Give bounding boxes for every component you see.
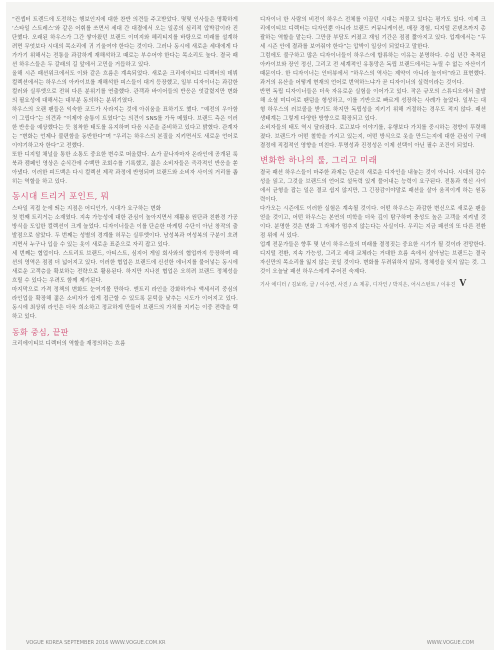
left-column xyxy=(12,16,238,349)
body-paragraph: 업계 전문가들은 향후 몇 년이 하우스들의 미래를 결정짓는 중요한 시기가 될 것이라 전망한다. 디지털 전환, 지속 가능성, 그리고 세대 교체라는 거대한 흐름 속에서 살아남는 브랜드는 결국 자신만의 목소리를 잃지 않는 곳일 것이다. 변화를 두려워하지 않되, 정체성을 잊지 않는 것. 그것이 오늘날 패션 하우스에게 주어진 숙제다. xyxy=(260,242,486,275)
body-paragraph: 하우스의 오랜 팬들은 익숙한 코드가 사라지는 것에 아쉬움을 표하기도 했다. “예전의 우아함이 그립다”는 의견과 “이제야 숨통이 트였다”는 의견이 SNS를 가득 메웠다. 브랜드 측은 이러한 반응을 예상했다는 듯 침착한 태도를 유지하며 다음 시즌을 준비하고 있다고 밝혔다. 관계자는 “변화는 언제나 불편함을 동반한다”며 “우리는 하우스의 본질을 지키면서도 새로운 언어로 이야기하고자 한다”고 전했다. xyxy=(12,107,238,149)
body-paragraph: 그럼에도 불구하고 많은 디자이너들이 하우스에 합류하는 이유는 분명하다. 수십 년간 축적된 아카이브와 장인 정신, 그리고 전 세계적인 유통망은 독립 브랜드에서는 누릴 수 없는 자산이기 때문이다. 한 디자이너는 인터뷰에서 “하우스의 역사는 제약이 아니라 놀이터”라고 표현했다. 과거의 유산을 어떻게 현재의 언어로 번역하느냐가 곧 디자이너의 실력이라는 것이다. xyxy=(260,53,486,86)
footer-right-text: WWW.VOGUE.COM xyxy=(426,640,474,646)
credits-text: 기사 에디터 / 김보라, 글 / 이수연, 사진 / 쇼 제공, 디자인 / 박지은, 어시스턴트 / 이유진 xyxy=(260,282,456,288)
section-heading: 동시대 트리거 포인트, 뭐 xyxy=(12,192,110,202)
body-paragraph: 또한 디지털 채널을 통한 소통도 중요한 변수로 떠올랐다. 쇼가 끝나자마자 온라인에 공개된 룩북과 캠페인 영상은 순식간에 수백만 조회수를 기록했고, 젊은 소비자들은 즉각적인 반응을 쏟아냈다. 이러한 피드백은 다시 컬렉션 제작 과정에 반영되며 브랜드와 소비자 사이의 거리를 좁히는 역할을 하고 있다. xyxy=(12,152,238,185)
body-paragraph: 반면 독립 디자이너들은 더욱 자유로운 실험을 이어가고 있다. 작은 규모의 스튜디오에서 출발해 소셜 미디어로 팬덤을 형성하고, 이를 기반으로 빠르게 성장하는 사례가 늘었다. 일부는 대형 하우스의 러브콜을 받기도 하지만 독립성을 지키기 위해 거절하는 경우도 적지 않다. 패션 생태계는 그렇게 다양한 방향으로 확장되고 있다. xyxy=(260,89,486,122)
right-column xyxy=(260,16,486,289)
page-footer xyxy=(26,640,474,646)
body-paragraph: 올해 시즌 패션위크에서도 이와 같은 흐름은 계속되었다. 새로운 크리에이티브 디렉터의 데뷔 컬렉션에서는 하우스의 아카이브를 재해석한 피스들이 대거 등장했고, 일부 디자이너는 과감한 컬러와 실루엣으로 전혀 다른 분위기를 연출했다. 관객과 바이어들의 반응은 엇갈렸지만 변화의 필요성에 대해서는 대부분 동의하는 분위기였다. xyxy=(12,71,238,104)
body-paragraph: 디자이너 한 사람의 비전이 하우스 전체를 이끌던 시대는 저물고 있다는 평가도 있다. 이제 크리에이티브 디렉터는 디자인뿐 아니라 브랜드 커뮤니케이션, 매장 경험, 디지털 콘텐츠까지 총괄하는 역할을 맡는다. 그만큼 부담도 커졌고 재임 기간은 점점 짧아지고 있다. 업계에서는 “두세 시즌 안에 결과를 보여줘야 한다”는 압박이 일상이 되었다고 말한다. xyxy=(260,17,486,50)
section-subheading: 크리에이티브 디렉터의 역할을 재정의하는 흐름 xyxy=(12,341,126,347)
body-paragraph: 다가오는 시즌에도 이러한 실험은 계속될 것이다. 어떤 하우스는 과감한 변신으로 새로운 팬을 얻을 것이고, 어떤 하우스는 본연의 미학을 더욱 깊이 탐구하며 충성도 높은 고객을 지켜낼 것이다. 분명한 것은 변화 그 자체가 멈추지 않는다는 사실이다. 우리는 지금 패션의 또 다른 전환점 위에 서 있다. xyxy=(260,206,486,239)
body-paragraph: 마지막으로 가격 정책의 변화도 눈여겨볼 만하다. 엔트리 라인을 강화하거나 액세서리 중심의 라인업을 확장해 젊은 소비자가 쉽게 접근할 수 있도록 문턱을 낮추는 시도가 이어지고 있다. 동시에 최상위 라인은 더욱 희소하고 정교하게 만들어 브랜드의 가치를 지키는 이중 전략을 택하고 있다. xyxy=(12,287,238,320)
vogue-end-mark: V xyxy=(459,278,467,289)
section-heading: 동화 중심, 끝판 xyxy=(12,328,69,337)
article-credits xyxy=(260,280,486,289)
body-paragraph: 세 번째는 협업이다. 스트리트 브랜드, 아티스트, 심지어 게임 회사와의 협업까지 등장하며 패션의 영역은 점점 더 넓어지고 있다. 이러한 협업은 브랜드에 신선한 에너지를 불어넣는 동시에 새로운 고객층을 확보하는 전략으로 활용된다. 하지만 지나친 협업은 오히려 브랜드 정체성을 흐릴 수 있다는 우려도 함께 제기된다. xyxy=(12,251,238,284)
body-paragraph: “컨셉터 트렌드에 도전하는 행보인지에 대한 찬반 의견들 주고받았다. 몇몇 인사들은 명확하게 ‘스타일 스트레스’와 같은 어휘를 쓰면서 세대 간 대결에서 오는 일종의 심리적 압박감이라 진단했다. 오래된 하우스가 그간 쌓아왔던 브랜드 이미지와 헤리티지를 바탕으로 미래를 설계하려면 무엇보다 시대의 목소리에 귀 기울여야 한다는 것이다. 그러나 동시에 새로운 세대에게 다가가기 위해서는 전통을 과감하게 재해석하고 때로는 부수어야 한다는 목소리도 높다. 결국 패션 하우스들은 두 갈래의 길 앞에서 고민을 거듭하고 있다. xyxy=(12,17,238,68)
body-paragraph: 첫 번째 트리거는 소재였다. 지속 가능성에 대한 관심이 높아지면서 재활용 원단과 친환경 가공 방식을 도입한 컬렉션이 크게 늘었다. 디자이너들은 이를 단순한 마케팅 수단이 아닌 창작의 출발점으로 삼았다. 두 번째는 성별의 경계를 허무는 실루엣이다. 남성복과 여성복의 구분이 흐려지면서 누구나 입을 수 있는 옷이 새로운 표준으로 자리 잡고 있다. xyxy=(12,215,238,248)
section-subheading: 스타일 직접 눈에 띄는 지점은 어디인가, 시대가 요구하는 변화 xyxy=(12,206,162,212)
body-paragraph: 결국 패션 하우스들이 마주한 과제는 단순히 새로운 디자인을 내놓는 것이 아니다. 시대의 감수성을 읽고, 그것을 브랜드의 언어로 설득력 있게 풀어내는 능력이 요구된다. 전통과 혁신 사이에서 균형을 잡는 일은 결코 쉽지 않지만, 그 긴장감이야말로 패션을 살아 움직이게 하는 원동력이다. xyxy=(260,170,486,203)
section-heading: 변화한 하나의 룰, 그리고 미래 xyxy=(260,156,378,166)
magazine-page xyxy=(6,2,494,650)
footer-left-text: VOGUE KOREA SEPTEMBER 2016 WWW.VOGUE.COM.KR xyxy=(26,640,166,646)
body-paragraph: 소비자들의 태도 역시 달라졌다. 로고보다 이야기를, 유행보다 가치를 중시하는 경향이 뚜렷해졌다. 브랜드가 어떤 철학을 가지고 있는지, 어떤 방식으로 옷을 만드는지에 대한 관심이 구매 결정에 직접적인 영향을 미친다. 투명성과 진정성은 이제 선택이 아닌 필수 조건이 되었다. xyxy=(260,125,486,149)
